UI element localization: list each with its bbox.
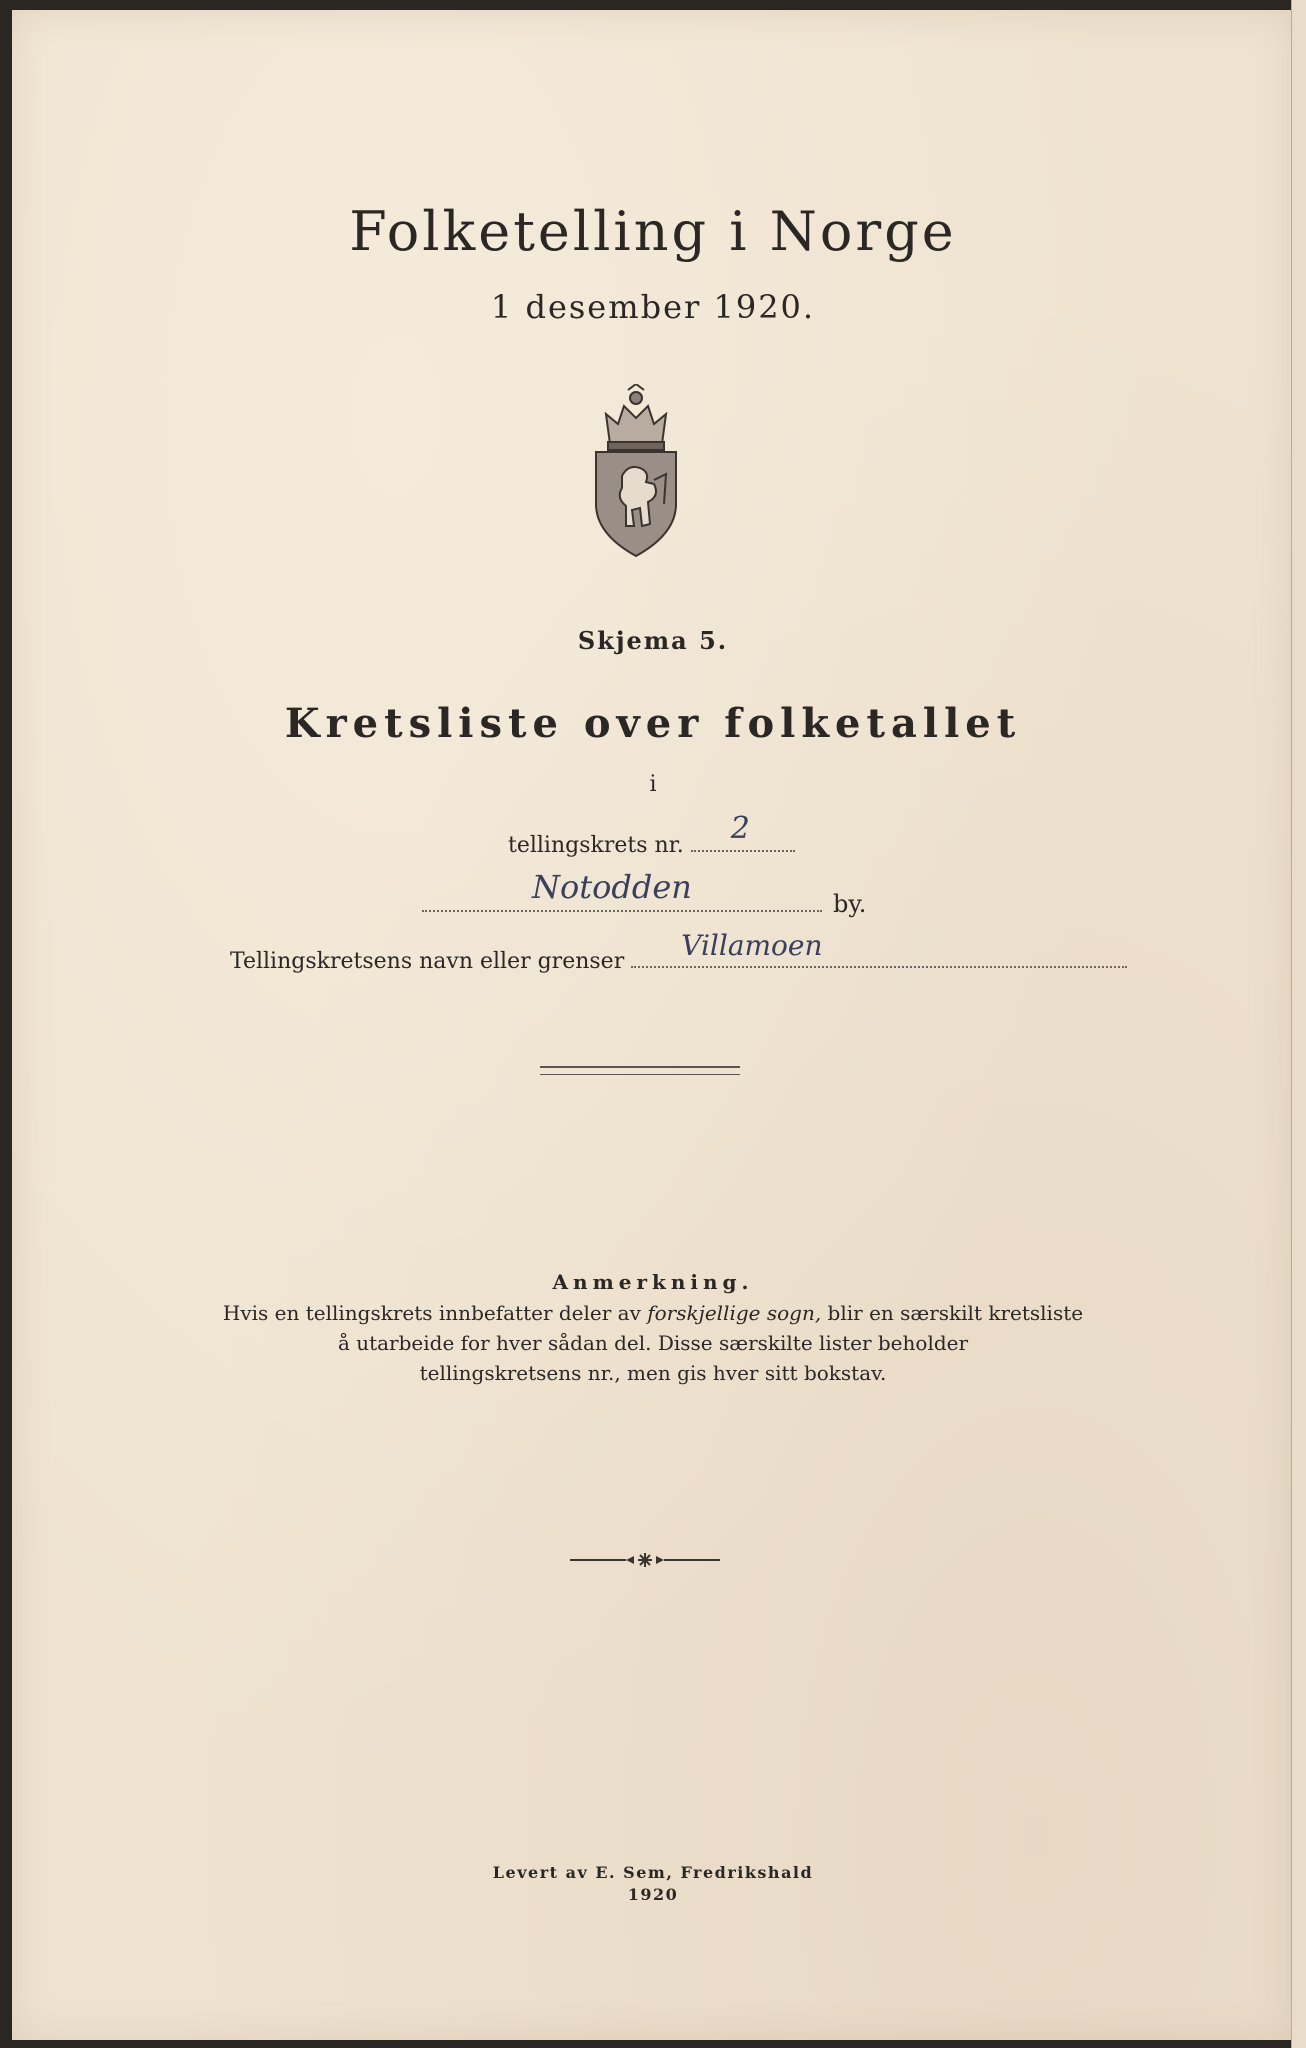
census-date: 1 desember 1920. [490,288,816,326]
district-number-row [508,811,795,858]
document-title: Folketelling i Norge [349,200,957,263]
printer-imprint [0,1862,1306,1906]
town-suffix: by. [833,890,867,918]
document-subtitle: Kretsliste over folketallet [284,700,1022,747]
note-line-1a: Hvis en tellingskrets innbefatter deler av [222,1301,648,1325]
note-line-3: tellingskretsens nr., men gis hver sitt bokstav. [419,1361,887,1385]
note-line-2: å utarbeide for hver sådan del. Disse særskilte lister beholder [337,1331,969,1355]
note-line-1 [0,1298,1306,1328]
note-line-1b: blir en særskilt kretsliste [821,1301,1084,1325]
boundary-field[interactable] [631,929,1127,968]
printer-line-2: 1920 [627,1885,679,1904]
boundary-row [230,929,1127,974]
district-label: tellingskrets nr. [508,833,684,858]
district-number-value: 2 [730,811,750,846]
printer-line-1: Levert av E. Sem, Fredrikshald [492,1863,814,1882]
town-row [422,868,867,918]
note-line-1-italic: forskjellige sogn, [647,1301,822,1325]
norwegian-coat-of-arms-icon [588,384,684,560]
town-field[interactable] [422,868,822,912]
schema-label: Skjema 5. [577,626,729,655]
district-number-field[interactable] [691,811,795,852]
town-value: Notodden [532,868,692,906]
boundary-value: Villamoen [681,929,823,962]
preposition-text: i [649,772,657,797]
section-divider [540,1066,740,1075]
boundary-label: Tellingskretsens navn eller grenser [230,949,625,974]
note-heading: Anmerkning. [552,1270,754,1294]
note-body [0,1298,1306,1388]
ornament-divider-icon [570,1550,720,1570]
